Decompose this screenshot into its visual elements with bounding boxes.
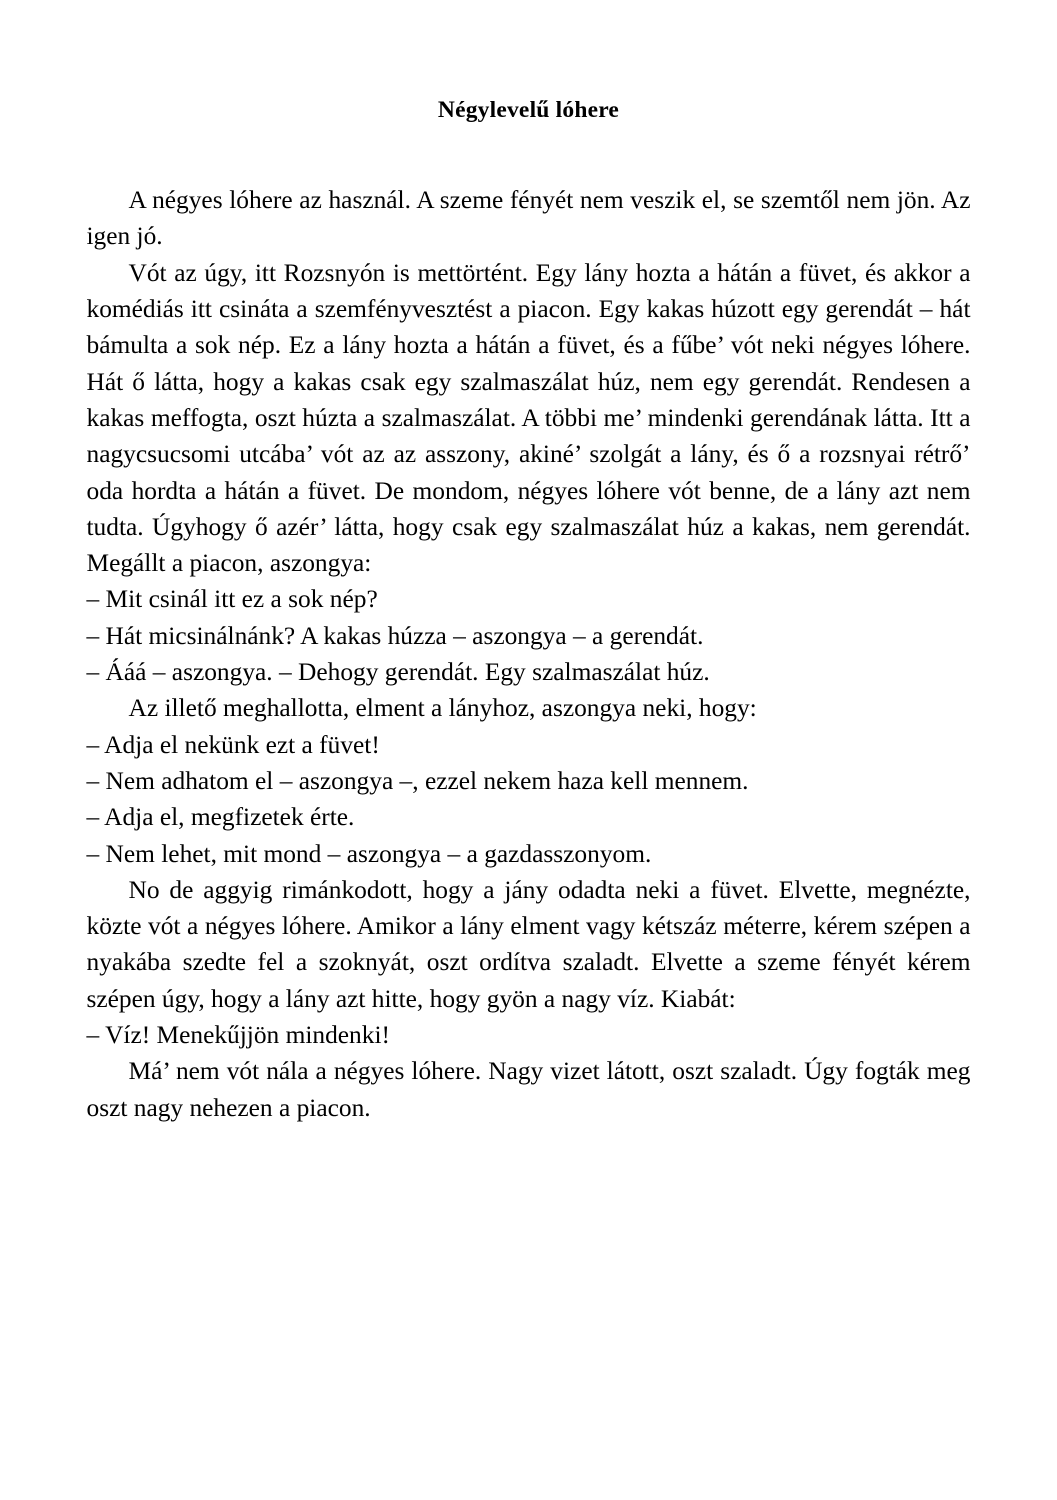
- paragraph: A négyes lóhere az használ. A szeme fényét nem veszik el, se szemtől nem jön. Az igen jó.: [86, 186, 971, 251]
- page-title: Négylevelű lóhere: [437, 97, 620, 123]
- dialogue-line: – Hát micsinálnánk? A kakas húzza – aszongya – a gerendát.: [86, 621, 704, 650]
- dialogue-line: – Mit csinál itt ez a sok nép?: [86, 585, 378, 614]
- paragraph: Vót az úgy, itt Rozsnyón is mettörtént. Egy lány hozta a hátán a füvet, és akkor a komédiás itt csináta a szemfényvesztést a piacon. Egy kakas húzott egy gerendát – hát bámulta a sok nép. Ez a lány hozta a hátán a füvet, és a fűbe’ vót neki négyes lóhere. Hát ő látta, hogy a kakas csak egy szalmaszálat húz, nem egy gerendát. Rendesen a kakas meffogta, oszt húzta a szalmaszálat. A többi me’ mindenki gerendának látta. Itt a nagycsucsomi utcába’ vót az az asszony, akiné’ szolgát a lány, és ő a rozsnyai rétrő’ oda hordta a hátán a füvet. De mondom, négyes lóhere vót benne, de a lány azt nem tudta. Úgyhogy ő azér’ látta, hogy csak egy szalmaszálat húz a kakas, nem gerendát. Megállt a piacon, aszongya:: [86, 258, 971, 578]
- dialogue-line: – Adja el nekünk ezt a füvet!: [86, 730, 380, 759]
- dialogue-line: – Ááá – aszongya. – Dehogy gerendát. Egy szalmaszálat húz.: [86, 658, 710, 687]
- document-body: [87, 124, 971, 1126]
- paragraph: No de aggyig rimánkodott, hogy a jány odadta neki a füvet. Elvette, megnézte, közte vót a négyes lóhere. Amikor a lány elment vagy kétszáz méterre, kérem szépen a nyakába szedte fel a szoknyát, oszt ordítva szaladt. Elvette a szeme fényét kérem szépen úgy, hogy a lány azt hitte, hogy gyön a nagy víz. Kiabát:: [86, 875, 971, 1013]
- paragraph: Má’ nem vót nála a négyes lóhere. Nagy vizet látott, oszt szaladt. Úgy fogták meg oszt nagy nehezen a piacon.: [86, 1057, 971, 1122]
- dialogue-line: – Víz! Menekűjjön mindenki!: [86, 1021, 390, 1050]
- dialogue-line: – Nem lehet, mit mond – aszongya – a gazdasszonyom.: [86, 839, 652, 868]
- paragraph: Az illető meghallotta, elment a lányhoz, aszongya neki, hogy:: [128, 694, 757, 723]
- dialogue-line: – Nem adhatom el – aszongya –, ezzel nekem haza kell mennem.: [86, 766, 749, 795]
- dialogue-line: – Adja el, megfizetek érte.: [86, 803, 355, 832]
